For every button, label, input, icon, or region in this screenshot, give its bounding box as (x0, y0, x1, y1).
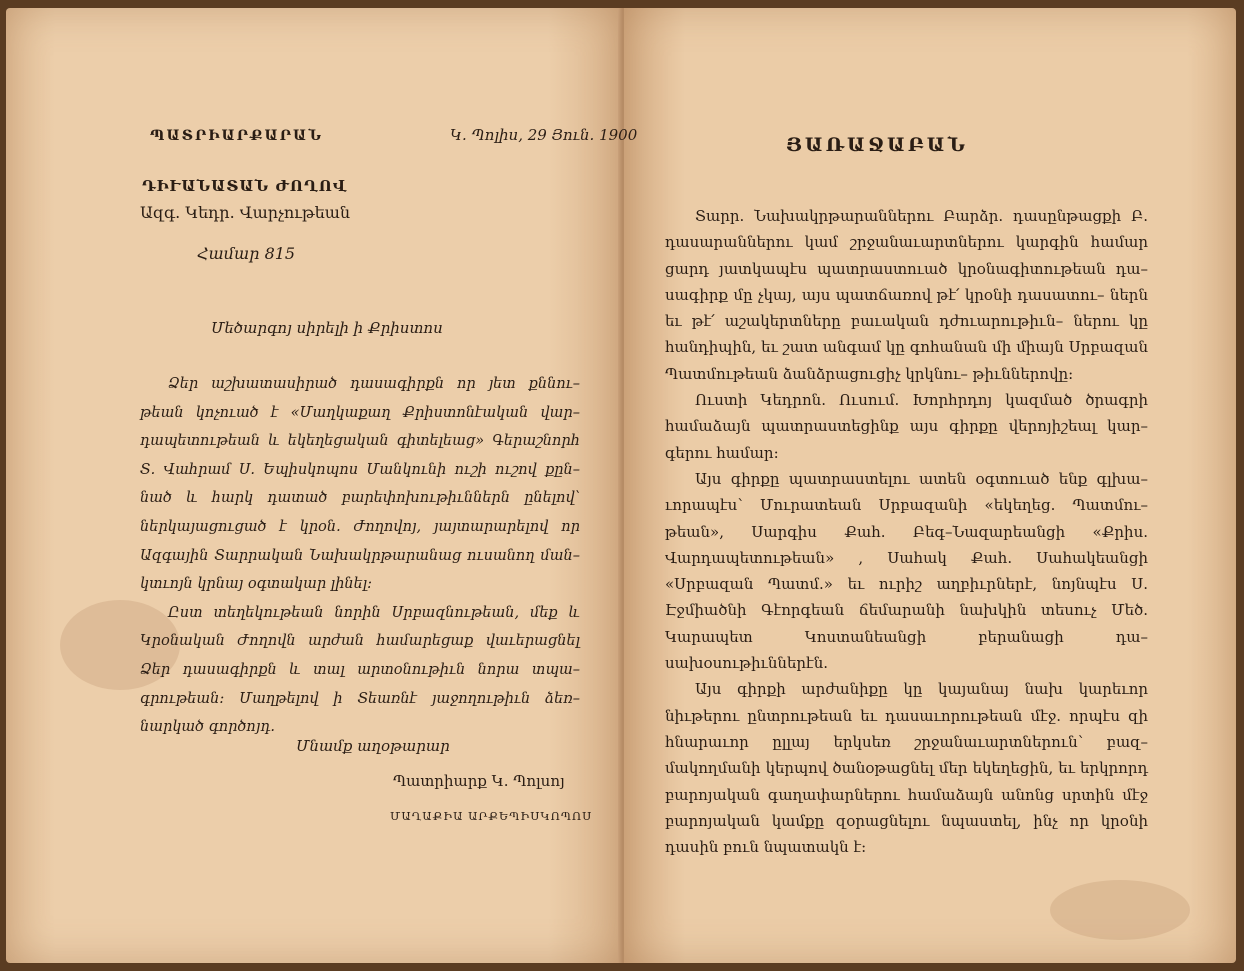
preface-paragraph: Տարր. Նախակրթարաններու Բարձր. դասընթացքի Բ. դասարաններու կամ շրջանաւարտներու կարգին համար ցարդ յատկապէս պատրաստուած կրօնագիտութեան դա– սագիրք մը չկայ, այս պատճառով թէ՛ կրօնի դասատու– ներն եւ թէ՛ աշակերտները բաւական դժուարութիւն– ներու կը հանդիպին, եւ շատ անգամ կը գոհանան մի միայն Սրբազան Պատմութեան ձանձրացուցիչ կրկնու– թիւններովը: (665, 207, 1148, 383)
preface-paragraph: Այս գիրքը պատրաստելու ատեն օգտուած ենք գլխա– ւորապէս՝ Մուրատեան Սրբազանի «եկեղեց. Պատմու– թեան», Սարգիս Քահ. Բեգ–Նազարեանցի «Քրիս. Վարդապետութեան» , Սահակ Քահ. Սահակեանցի «Սրբազան Պատմ.» եւ ուրիշ աղբիւրներէ, նոյնպէս Ս. Էջմիածնի Գէորգեան ճեմարանի նախկին տեսուչ Մեծ. Կարապետ Կոստանեանցի բերանացի դա– սախօսութիւններէն. (665, 469, 1148, 673)
preface-paragraph: Ուստի Կեդրոն. Ուսում. Խորհրդոյ կազմած ծրագրի համաձայն պատրաստեցինք այս գիրքը վերոյիշեալ կար– գերու համար։ (665, 391, 1148, 462)
office-name: ԴԻՒԱՆԱՏԱՆ ԺՈՂՈՎ (142, 177, 348, 195)
paper-stain (1050, 880, 1190, 940)
letter-signature: Պատրիարք Կ. Պոլսոյ (393, 772, 565, 790)
letter-paragraph: Ձեր աշխատասիրած դասագիրքն որ յետ քննու– թեան կոչուած է «Մաղկաքաղ Քրիստոնէական վար– դապետութեան և եկեղեցական գիտելեաց» Գերաշնորհ Տ. Վահրամ Ս. Եպիսկոպոս Մանկունի ուշի ուշով քըն– նած և հարկ դատած բարեփոխութիւններն ընելով՝ ներկայացուցած է կրօն. Ժողովոյ, յայտարարելով որ Ազգային Տարրական Նախակրթարանաց ուսանող ման– կտւոյն կրնայ օգտակար լինել։ (140, 376, 580, 593)
preface-title: ՅԱՌԱՋԱԲԱՆ (786, 134, 968, 156)
letter-secretary: ՄԱՂԱՔԻԱ ԱՐՔԵՊԻՍԿՈՊՈՍ (390, 809, 593, 823)
letter-salutation: Մեծարգոյ սիրելի ի Քրիստոս (211, 319, 443, 337)
letter-header: ՊԱՏՐԻԱՐՔԱՐԱՆ (150, 128, 323, 144)
letter-paragraph: Ըստ տեղեկութեան նորին Սրբազնութեան, մեք և Կրօնական Ժողովն արժան համարեցաք վաւերացնել Ձեր դասագիրքն և տալ արտօնութիւն նորա տպա– գրութեան։ Մաղթելով ի Տեառնէ յաջողութիւն ձեռ– նարկած գործոյդ. (140, 604, 580, 736)
letter-number: Համար 815 (197, 244, 296, 263)
preface-paragraph: Այս գիրքի արժանիքը կը կայանայ նախ կարեւոր նիւթերու ընտրութեան եւ դասաւորութեան մէջ. որպէս զի հնարաւոր ըլլայ երկսեռ շրջանաւարտներուն՝ բազ– մակողմանի կերպով ծանօթացնել մեր եկեղեցին, եւ երկրորդ բարոյական գաղափարներու համաձայն անոնց սրտին մէջ բարոյական կամքը զօրացնելու նպաստել, ինչ որ կրօնի դասին բուն նպատակն է։ (665, 680, 1148, 857)
office-subtitle: Ազգ. Կեդր. Վարչութեան (140, 203, 351, 222)
letter-body (140, 370, 580, 742)
letter-closing: Մնամք աղօթարար (296, 737, 450, 755)
preface-body (665, 203, 1148, 860)
letter-date: Կ. Պոլիս, 29 Յուն. 1900 (450, 126, 638, 144)
